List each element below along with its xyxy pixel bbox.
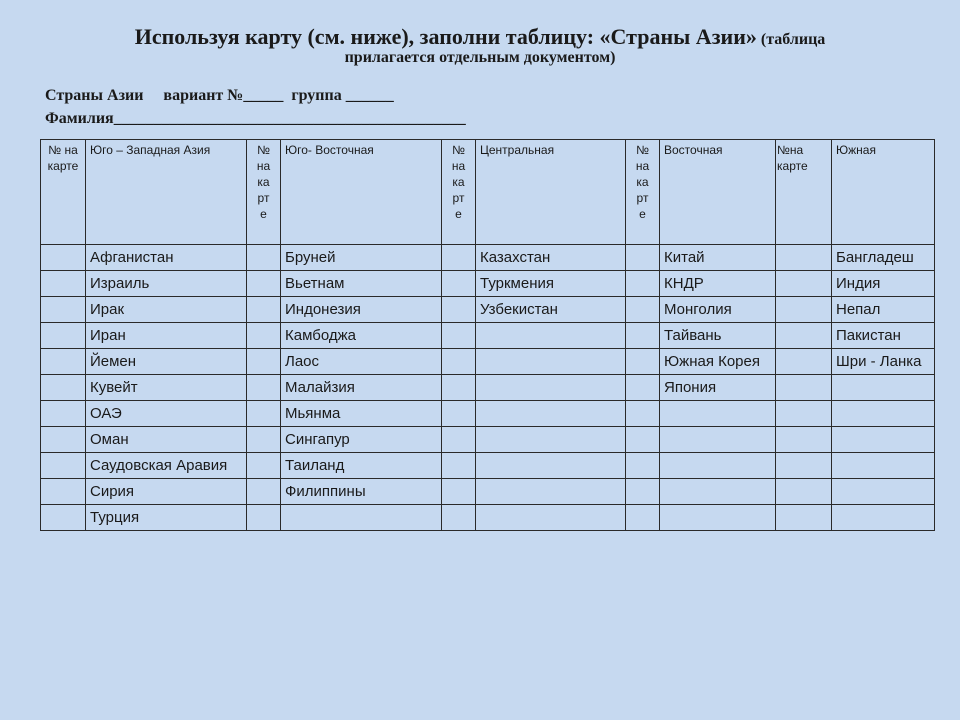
country-cell: Южная Корея — [660, 349, 776, 375]
map-number-cell[interactable] — [247, 375, 281, 401]
map-number-cell[interactable] — [626, 375, 660, 401]
country-cell: Саудовская Аравия — [86, 453, 247, 479]
map-number-cell[interactable] — [626, 427, 660, 453]
map-number-cell[interactable] — [442, 297, 476, 323]
map-number-cell[interactable] — [41, 401, 86, 427]
map-number-cell[interactable] — [776, 479, 832, 505]
table-row — [41, 427, 935, 453]
table-row — [41, 245, 935, 271]
table-row — [41, 479, 935, 505]
header-east-asia: Восточная — [660, 140, 776, 245]
country-cell — [832, 375, 935, 401]
country-cell: Бруней — [281, 245, 442, 271]
country-cell: Туркмения — [476, 271, 626, 297]
country-cell — [832, 427, 935, 453]
country-cell — [832, 453, 935, 479]
map-number-cell[interactable] — [442, 401, 476, 427]
map-number-cell[interactable] — [626, 297, 660, 323]
map-number-cell[interactable] — [626, 349, 660, 375]
variant-group-line: Страны Азии вариант №_____ группа ______ — [45, 87, 394, 104]
title-main: Используя карту (см. ниже), заполни таблицу: «Страны Азии» — [134, 24, 757, 49]
country-cell: Индонезия — [281, 297, 442, 323]
map-number-cell[interactable] — [626, 245, 660, 271]
country-cell: Ирак — [86, 297, 247, 323]
country-cell: Сирия — [86, 479, 247, 505]
map-number-cell[interactable] — [442, 479, 476, 505]
country-cell: Мьянма — [281, 401, 442, 427]
country-cell — [660, 453, 776, 479]
country-cell: Таиланд — [281, 453, 442, 479]
country-cell: Монголия — [660, 297, 776, 323]
country-cell: Оман — [86, 427, 247, 453]
header-map-number: № на ка рт е — [442, 140, 476, 245]
country-cell: Лаос — [281, 349, 442, 375]
map-number-cell[interactable] — [626, 453, 660, 479]
header-central-asia: Центральная — [476, 140, 626, 245]
country-cell: Непал — [832, 297, 935, 323]
map-number-cell[interactable] — [442, 453, 476, 479]
country-cell: КНДР — [660, 271, 776, 297]
map-number-cell[interactable] — [776, 271, 832, 297]
map-number-cell[interactable] — [41, 505, 86, 531]
country-cell: Филиппины — [281, 479, 442, 505]
country-cell: Бангладеш — [832, 245, 935, 271]
country-cell: Казахстан — [476, 245, 626, 271]
map-number-cell[interactable] — [442, 375, 476, 401]
map-number-cell[interactable] — [247, 505, 281, 531]
country-cell — [832, 505, 935, 531]
country-cell: Пакистан — [832, 323, 935, 349]
table-row — [41, 453, 935, 479]
map-number-cell[interactable] — [41, 245, 86, 271]
map-number-cell[interactable] — [247, 453, 281, 479]
map-number-cell[interactable] — [247, 401, 281, 427]
country-cell: Йемен — [86, 349, 247, 375]
country-cell: Тайвань — [660, 323, 776, 349]
country-cell: Китай — [660, 245, 776, 271]
map-number-cell[interactable] — [41, 375, 86, 401]
header-map-number: № на карте — [41, 140, 86, 245]
table-row — [41, 505, 935, 531]
country-cell: Япония — [660, 375, 776, 401]
header-southeast-asia: Юго- Восточная — [281, 140, 442, 245]
map-number-cell[interactable] — [776, 453, 832, 479]
map-number-cell[interactable] — [626, 505, 660, 531]
table-row — [41, 271, 935, 297]
countries-table — [40, 139, 935, 531]
header-map-number: № на ка рт е — [626, 140, 660, 245]
page-title — [0, 24, 960, 68]
map-number-cell[interactable] — [41, 297, 86, 323]
table-header-row — [41, 140, 935, 245]
table-row — [41, 297, 935, 323]
country-cell: Малайзия — [281, 375, 442, 401]
map-number-cell[interactable] — [626, 401, 660, 427]
map-number-cell[interactable] — [776, 505, 832, 531]
header-map-number: № на ка рт е — [247, 140, 281, 245]
country-cell — [832, 401, 935, 427]
header-southwest-asia: Юго – Западная Азия — [86, 140, 247, 245]
country-cell — [660, 505, 776, 531]
table-row — [41, 401, 935, 427]
country-cell: Афганистан — [86, 245, 247, 271]
country-cell — [476, 323, 626, 349]
country-cell — [476, 427, 626, 453]
country-cell: Турция — [86, 505, 247, 531]
country-cell: Индия — [832, 271, 935, 297]
map-number-cell[interactable] — [776, 323, 832, 349]
map-number-cell[interactable] — [442, 505, 476, 531]
country-cell — [281, 505, 442, 531]
header-south-asia: Южная — [832, 140, 935, 245]
map-number-cell[interactable] — [247, 271, 281, 297]
map-number-cell[interactable] — [776, 245, 832, 271]
map-number-cell[interactable] — [41, 453, 86, 479]
country-cell — [476, 453, 626, 479]
country-cell: Иран — [86, 323, 247, 349]
title-note: (таблица — [760, 31, 826, 48]
map-number-cell[interactable] — [776, 375, 832, 401]
country-cell — [660, 427, 776, 453]
country-cell — [832, 479, 935, 505]
table-row — [41, 375, 935, 401]
title-note-continued: прилагается отдельным документом) — [344, 49, 616, 67]
country-cell: Сингапур — [281, 427, 442, 453]
map-number-cell[interactable] — [776, 349, 832, 375]
country-cell — [660, 401, 776, 427]
map-number-cell[interactable] — [41, 479, 86, 505]
map-number-cell[interactable] — [626, 479, 660, 505]
country-cell — [476, 479, 626, 505]
map-number-cell[interactable] — [247, 349, 281, 375]
map-number-cell[interactable] — [442, 349, 476, 375]
map-number-cell[interactable] — [442, 271, 476, 297]
header-map-number: №на карте — [776, 140, 832, 245]
map-number-cell[interactable] — [41, 349, 86, 375]
country-cell: Вьетнам — [281, 271, 442, 297]
map-number-cell[interactable] — [626, 323, 660, 349]
map-number-cell[interactable] — [247, 479, 281, 505]
table-row — [41, 349, 935, 375]
map-number-cell[interactable] — [247, 427, 281, 453]
map-number-cell[interactable] — [776, 297, 832, 323]
map-number-cell[interactable] — [442, 245, 476, 271]
country-cell: Узбекистан — [476, 297, 626, 323]
country-cell — [476, 401, 626, 427]
country-cell — [476, 375, 626, 401]
map-number-cell[interactable] — [41, 271, 86, 297]
country-cell: Кувейт — [86, 375, 247, 401]
map-number-cell[interactable] — [776, 401, 832, 427]
map-number-cell[interactable] — [41, 323, 86, 349]
form-header — [45, 84, 466, 130]
map-number-cell[interactable] — [247, 297, 281, 323]
map-number-cell[interactable] — [442, 323, 476, 349]
country-cell — [476, 505, 626, 531]
surname-line: Фамилия____________________________________________ — [45, 110, 466, 127]
country-cell — [660, 479, 776, 505]
map-number-cell[interactable] — [41, 427, 86, 453]
map-number-cell[interactable] — [776, 427, 832, 453]
map-number-cell[interactable] — [247, 245, 281, 271]
country-cell: Шри - Ланка — [832, 349, 935, 375]
map-number-cell[interactable] — [442, 427, 476, 453]
map-number-cell[interactable] — [626, 271, 660, 297]
country-cell: Камбоджа — [281, 323, 442, 349]
country-cell: ОАЭ — [86, 401, 247, 427]
country-cell: Израиль — [86, 271, 247, 297]
table-row — [41, 323, 935, 349]
country-cell — [476, 349, 626, 375]
map-number-cell[interactable] — [247, 323, 281, 349]
